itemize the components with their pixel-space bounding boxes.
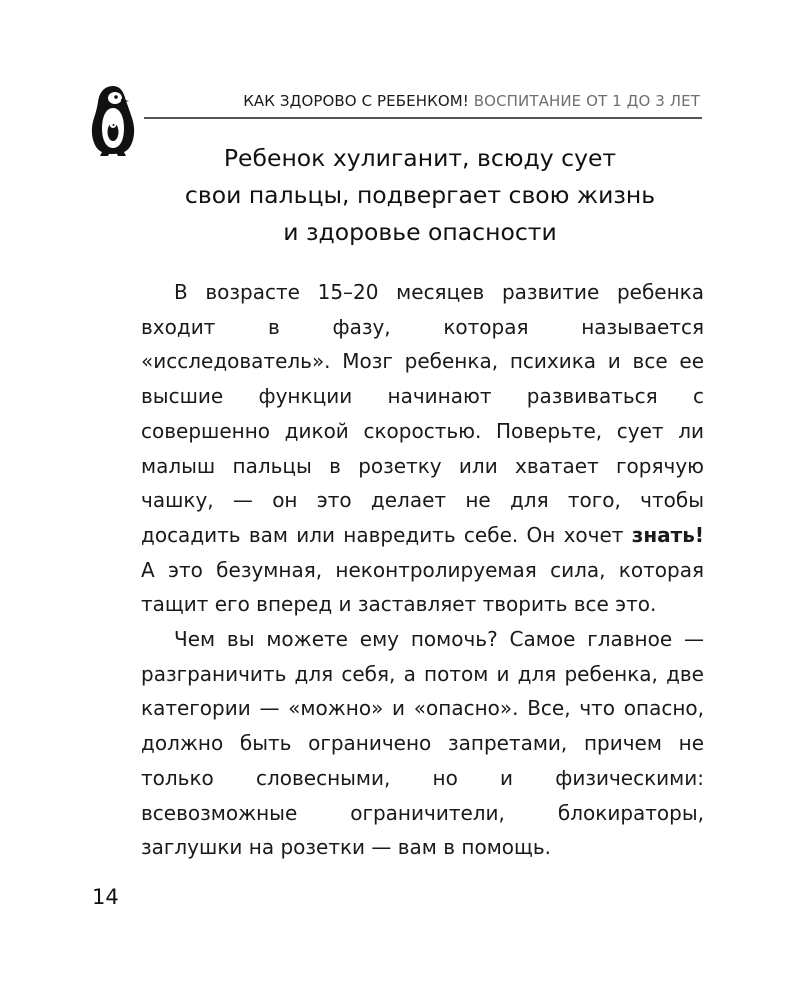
running-header — [150, 92, 700, 110]
page-number: 14 — [92, 885, 119, 909]
book-series-title: КАК ЗДОРОВО С РЕБЕНКОМ! — [243, 92, 469, 110]
body-text — [141, 275, 704, 865]
chapter-title-line: свои пальцы, подвергает свою жизнь — [184, 181, 656, 209]
header-divider — [144, 117, 702, 119]
chapter-title-line: Ребенок хулиганит, всюду сует — [223, 144, 617, 172]
paragraph-text: А это безумная, неконтролируемая сила, которая тащит его вперед и заставляет творить все это. — [141, 557, 704, 617]
book-subtitle: ВОСПИТАНИЕ ОТ 1 ДО 3 ЛЕТ — [473, 92, 700, 110]
paragraph: Чем вы можете ему помочь? Самое главное — разграничить для себя, а потом и для ребенка, две категории — «можно» и «опасно». Все, что опасно, должно быть ограничено запретами, причем не только словесными, но и физическими: всевозможные ограничители, блокираторы, заглушки на розетки — вам в помощь. — [141, 627, 704, 860]
emphasis-text: знать! — [631, 522, 705, 547]
chapter-title — [120, 140, 720, 251]
paragraph-text: В возрасте 15–20 месяцев развитие ребенка входит в фазу, которая называется «исследователь». Мозг ребенка, психика и все ее высшие функции начинают развиваться с совершенно дикой скоростью. Поверьте, сует ли малыш пальцы в розетку или хватает горячую чашку, — он это делает не для того, чтобы досадить вам или навредить себе. Он хочет — [141, 280, 704, 547]
chapter-title-line: и здоровье опасности — [283, 218, 557, 246]
paragraph — [141, 275, 704, 622]
